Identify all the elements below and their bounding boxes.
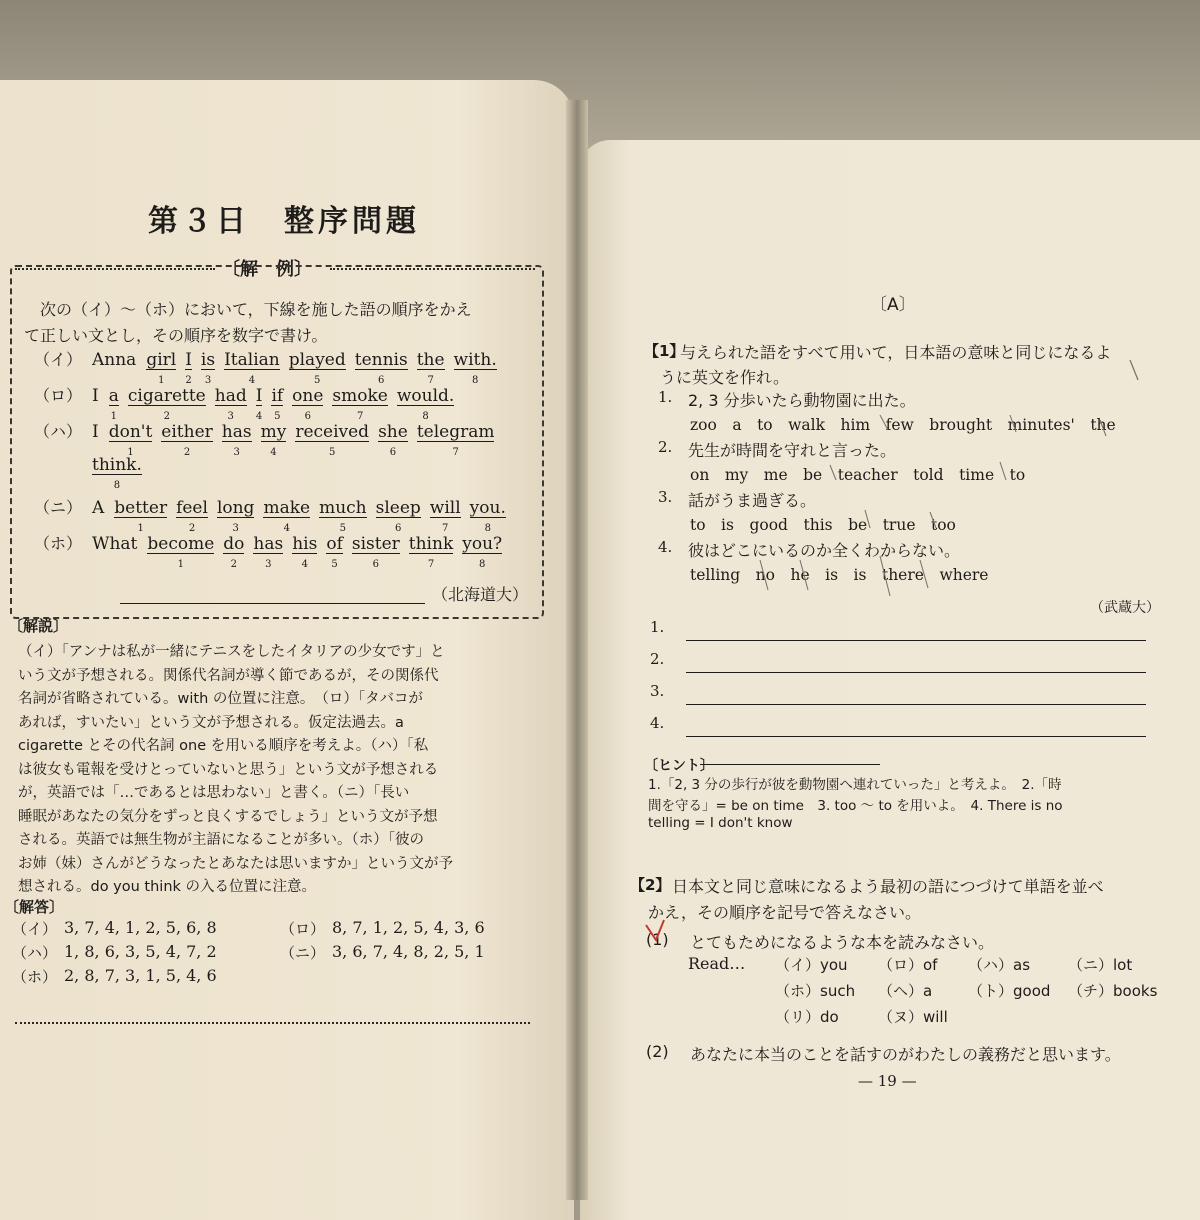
choice-option: （ヘ）a (878, 982, 933, 1000)
word-number: 5 (331, 559, 338, 570)
explanation-line: あれば，すいたい」という文が予想される。仮定法過去。a (18, 714, 404, 731)
item-words: to is good this be true too (690, 516, 956, 534)
word-number: 3 (232, 523, 239, 534)
word-number: 1 (110, 411, 117, 422)
word-number: 3 (204, 375, 212, 386)
item-japanese: 先生が時間を守れと言った。 (688, 441, 897, 460)
answer-label: （ホ） (12, 968, 58, 986)
lead-word: What (92, 534, 138, 554)
answer-value: 2, 8, 7, 3, 1, 5, 4, 6 (64, 966, 217, 985)
word-number: 2 (230, 559, 238, 570)
question-label: （ニ） (34, 498, 83, 517)
underlined-word: girl 1 (146, 351, 176, 370)
choice-option: （チ）books (1068, 982, 1158, 1000)
question-1-number: 【1】 (644, 342, 685, 360)
word-number: 1 (137, 523, 144, 534)
section-label: 〔A〕 (870, 295, 916, 315)
underlined-word: of 5 (326, 535, 343, 554)
explanation-line: が，英語では「…であるとは思わない」と書く。（ニ）「長い (18, 785, 410, 801)
blank-number: 2. (650, 650, 665, 668)
lead-word: I (92, 422, 99, 442)
answer-value: 3, 7, 4, 1, 2, 5, 6, 8 (64, 918, 217, 937)
underlined-word: become 1 (147, 535, 214, 554)
word-number: 4 (301, 559, 308, 570)
underlined-word: much 5 (319, 499, 367, 518)
underlined-word: think. 8 (92, 456, 142, 475)
word-number: 5 (314, 375, 321, 386)
word-number: 1 (158, 375, 165, 386)
word-number: 7 (427, 559, 435, 570)
blank-number: 1. (650, 618, 665, 636)
underlined-word: Italian 4 (224, 351, 280, 370)
item-number: (2) (646, 1042, 669, 1061)
answer-label: （イ） (12, 920, 58, 938)
underlined-word: his 4 (292, 535, 317, 554)
underlined-word: my 4 (261, 423, 287, 442)
answer-label: （ロ） (280, 920, 326, 938)
hint-line: 間を守る」= be on time 3. too ～ to を用いよ。 4. There is no (648, 798, 1063, 814)
answer-value: 1, 8, 6, 3, 5, 4, 7, 2 (64, 942, 217, 961)
item-number: 1. (658, 388, 673, 406)
explanation-line: お姉（妹）さんがどうなったとあなたは思いますか」という文が予 (18, 855, 453, 872)
explanation-line: いう文が予想される。関係代名詞が導く節であるが，その関係代 (18, 667, 439, 684)
explanation-line: 睡眠があなたの気分をずっと良くするでしょう」という文が予想 (18, 808, 438, 825)
underlined-word: tennis 6 (355, 351, 408, 370)
underlined-word: has 3 (253, 535, 283, 554)
blank-number: 3. (650, 682, 665, 700)
instruction-line: 次の（イ）～（ホ）において，下線を施した語の順序をかえ (40, 300, 472, 319)
underlined-word: would. 8 (397, 387, 454, 406)
explanation-line: cigarette とその代名詞 one を用いる順序を考えよ。（ハ）「私 (18, 738, 429, 754)
lead-word: Read… (688, 954, 746, 973)
source-label: （武蔵大） (1090, 600, 1160, 616)
choice-option: （ヌ）will (878, 1008, 948, 1026)
word-number: 1 (177, 559, 185, 570)
underlined-word: one 6 (292, 387, 323, 406)
question-2-number: 【2】 (630, 876, 671, 894)
answer-label: 〔解答〕 (4, 898, 65, 916)
example-label: 〔解 例〕 (222, 259, 312, 280)
lead-word: Anna (92, 350, 137, 370)
underlined-word: sister 6 (352, 535, 400, 554)
underlined-word: sleep 6 (376, 499, 421, 518)
hint-line: telling = I don't know (648, 815, 793, 831)
check-mark-icon (646, 920, 664, 940)
word-number: 2 (183, 447, 191, 458)
page-number: — 19 — (858, 1072, 917, 1090)
underlined-word: you? 8 (462, 535, 502, 554)
choice-option: （ニ）lot (1068, 956, 1133, 974)
item-number: 2. (658, 438, 673, 456)
choice-option: （リ）do (775, 1008, 839, 1026)
word-number: 8 (471, 375, 479, 386)
word-number: 3 (233, 447, 240, 458)
page-title: 第３日 整序問題 (148, 204, 420, 239)
source-label: （北海道大） (432, 585, 529, 604)
word-number: 7 (442, 523, 449, 534)
question-label: （ハ） (34, 422, 83, 441)
word-number: 6 (395, 523, 402, 534)
word-number: 3 (265, 559, 272, 570)
item-text: あなたに本当のことを話すのがわたしの義務だと思います。 (690, 1045, 1121, 1064)
word-number: 8 (484, 523, 491, 534)
word-number: 5 (329, 447, 336, 458)
underlined-word: has 3 (222, 423, 252, 442)
item-text: とてもためになるような本を読みなさい。 (690, 933, 995, 952)
word-number: 6 (372, 559, 380, 570)
word-number: 5 (339, 523, 347, 534)
item-words: zoo a to walk him few brought minutes' the (690, 416, 1116, 434)
explanation-line: 名詞が省略されている。with の位置に注意。 （ロ）「タバコが (18, 691, 423, 707)
hint-label: 〔ヒント〕 (644, 758, 714, 774)
explanation-label: 〔解説〕 (8, 617, 69, 635)
underlined-word: cigarette 2 (128, 387, 206, 406)
item-japanese: 話がうま過ぎる。 (688, 491, 817, 510)
answer-label: （ニ） (280, 944, 326, 962)
answer-label: （ハ） (12, 944, 58, 962)
underlined-word: is 3 (201, 351, 215, 370)
word-number: 2 (185, 375, 192, 386)
item-words: telling no he is is there where (690, 566, 989, 584)
word-number: 5 (274, 411, 281, 422)
word-number: 8 (422, 411, 429, 422)
underlined-word: don't 1 (109, 423, 153, 442)
underlined-word: long 3 (217, 499, 255, 518)
word-number: 8 (113, 480, 121, 491)
word-number: 3 (227, 411, 234, 422)
underlined-word: better 1 (114, 499, 167, 518)
word-number: 4 (283, 523, 290, 534)
underlined-word: with. 8 (454, 351, 497, 370)
item-number: 4. (658, 538, 673, 556)
underlined-word: if 5 (271, 387, 283, 406)
choice-option: （ハ）as (968, 956, 1031, 974)
answer-value: 3, 6, 7, 4, 8, 2, 5, 1 (332, 942, 485, 961)
question-label: （ロ） (34, 386, 83, 405)
item-japanese: 彼はどこにいるのか全くわからない。 (688, 541, 961, 560)
instruction-line: て正しい文とし，その順序を数字で書け。 (24, 326, 328, 345)
underlined-word: you. 8 (470, 499, 506, 518)
word-number: 6 (378, 375, 385, 386)
underlined-word: I 4 (256, 387, 263, 406)
underlined-word: think 7 (409, 535, 453, 554)
word-number: 7 (452, 447, 459, 458)
word-number: 4 (255, 411, 263, 422)
word-number: 6 (304, 411, 311, 422)
choice-option: （ト）good (968, 982, 1051, 1000)
item-japanese: 2, 3 分歩いたら動物園に出た。 (688, 391, 916, 410)
underlined-word: had 3 (215, 387, 247, 406)
underlined-word: telegram 7 (417, 423, 495, 442)
hint-line: 1.「2, 3 分の歩行が彼を動物園へ連れていった」と考えよ。 2.「時 (648, 777, 1062, 793)
underlined-word: she 6 (378, 423, 408, 442)
question-label: （ホ） (34, 534, 83, 553)
underlined-word: smoke 7 (332, 387, 387, 406)
explanation-line: （イ）「アンナは私が一緒にテニスをしたイタリアの少女です」と (18, 644, 445, 660)
choice-option: （ホ）such (775, 982, 856, 1000)
underlined-word: the 7 (417, 351, 445, 370)
answer-value: 8, 7, 1, 2, 5, 4, 3, 6 (332, 918, 485, 937)
underlined-word: either 2 (161, 423, 212, 442)
word-number: 7 (427, 375, 434, 386)
underlined-word: received 5 (295, 423, 369, 442)
choice-option: （イ）you (775, 956, 848, 974)
underlined-word: make 4 (263, 499, 310, 518)
word-number: 7 (356, 411, 364, 422)
question-2-text: かえ，その順序を記号で答えなさい。 (648, 903, 921, 922)
explanation-line: 想される。do you think の入る位置に注意。 (18, 879, 317, 895)
question-1-text: うに英文を作れ。 (660, 368, 789, 387)
underlined-word: I 2 (185, 351, 192, 370)
word-number: 8 (479, 559, 486, 570)
underlined-word: played 5 (289, 351, 346, 370)
lead-word: A (92, 498, 105, 518)
blank-number: 4. (650, 714, 665, 732)
underlined-word: a 1 (109, 387, 119, 406)
word-number: 4 (270, 447, 277, 458)
lead-word: I (92, 386, 99, 406)
underlined-word: do 2 (223, 535, 244, 554)
item-number: (1) (646, 930, 669, 949)
item-number: 3. (658, 488, 673, 506)
question-label: （イ） (34, 350, 83, 369)
underlined-word: feel 2 (176, 499, 208, 518)
choice-option: （ロ）of (878, 956, 938, 974)
word-number: 2 (163, 411, 170, 422)
question-2-text: 日本文と同じ意味になるよう最初の語につづけて単語を並べ (672, 877, 1104, 896)
word-number: 2 (188, 523, 196, 534)
underlined-word: will 7 (430, 499, 461, 518)
word-number: 6 (389, 447, 397, 458)
word-number: 1 (127, 447, 134, 458)
word-number: 4 (248, 375, 256, 386)
explanation-line: される。英語では無生物が主語になることが多い。（ホ）「彼の (18, 832, 424, 848)
question-1-text: 与えられた語をすべて用いて，日本語の意味と同じになるよ (680, 343, 1112, 362)
item-words: on my me be teacher told time to (690, 466, 1026, 484)
explanation-line: は彼女も電報を受けとっていないと思う」という文が予想される (18, 761, 439, 778)
